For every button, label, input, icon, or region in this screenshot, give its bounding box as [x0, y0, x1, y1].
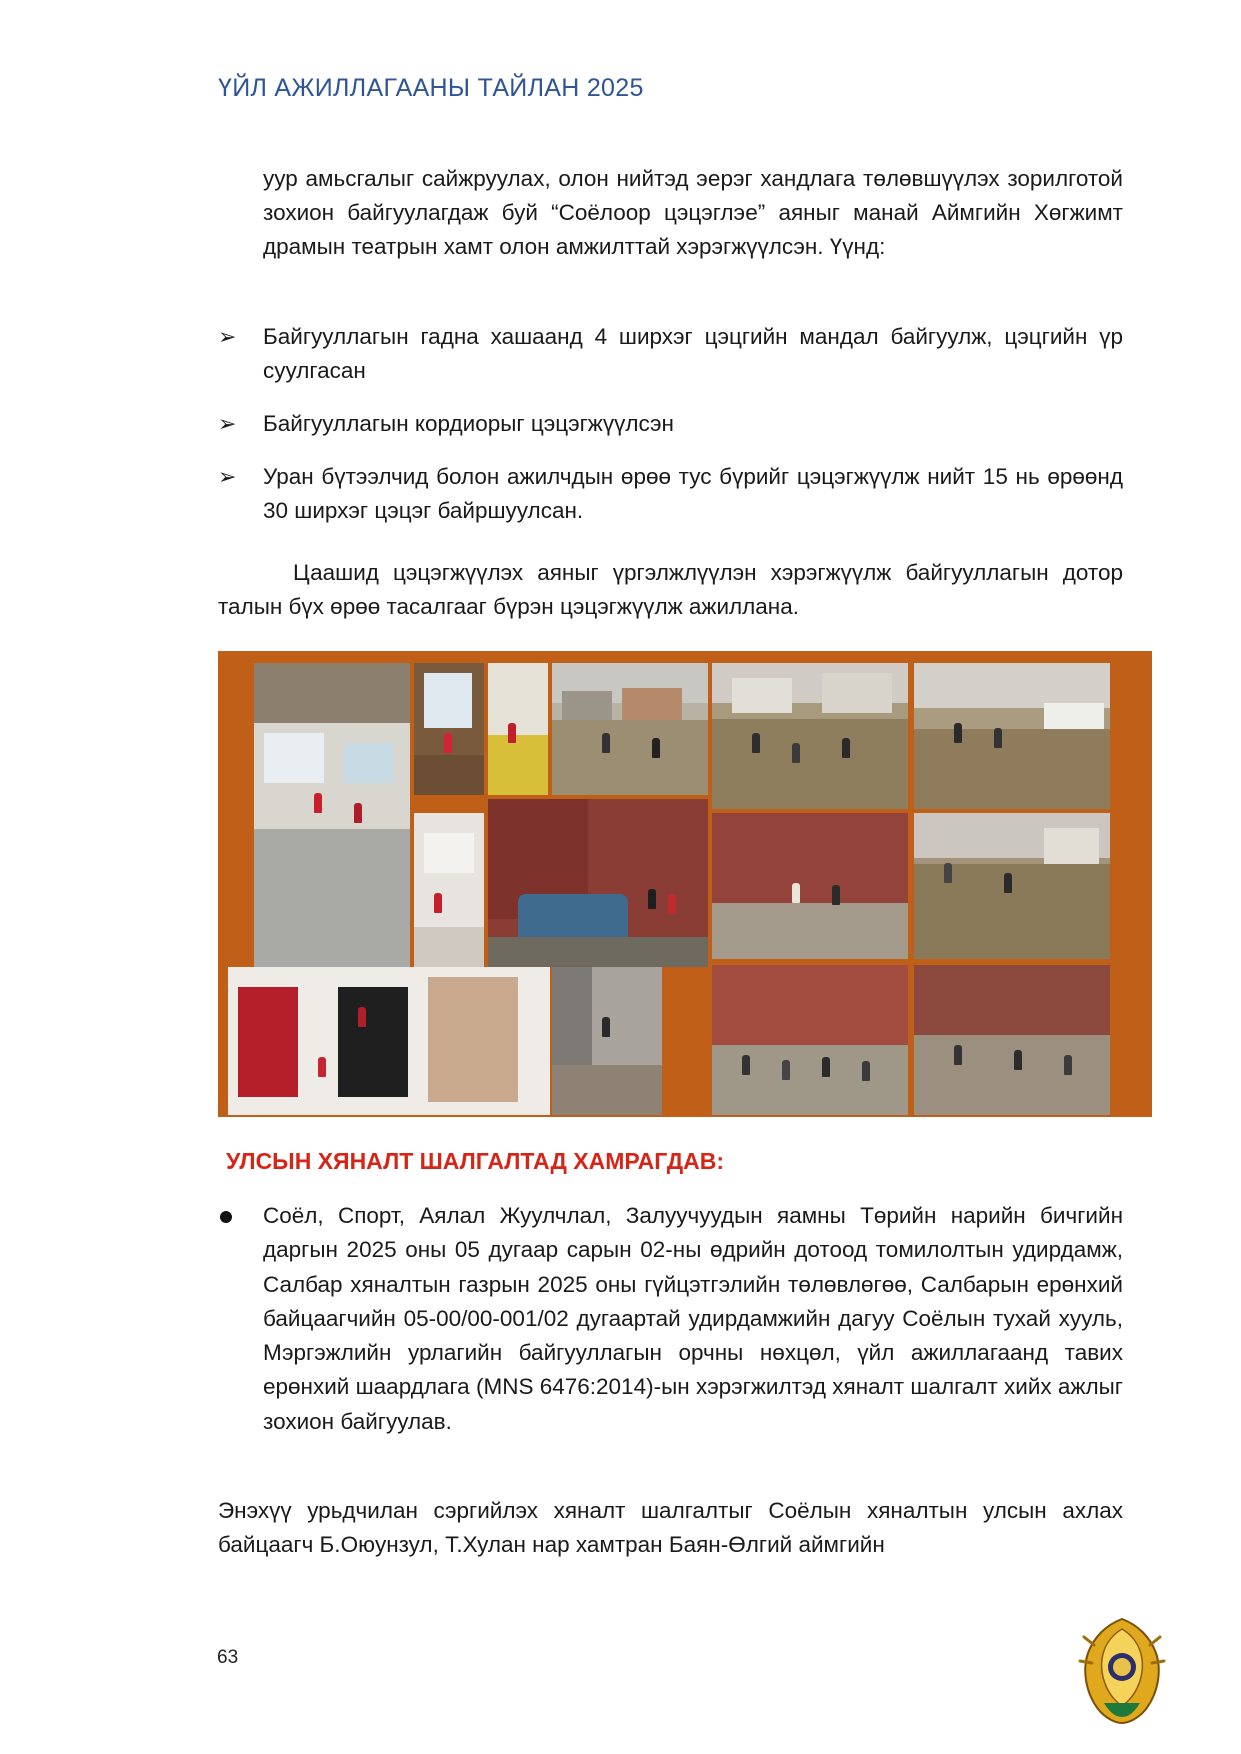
inspection-item-text: Соёл, Спорт, Аялал Жуулчлал, Залуучуудын яамны Төрийн нарийн бичгийн даргын 2025 оны 05 дугаар сарын 02-ны өдрийн дотоод томилолтын удирдамж, Салбар хяналтын газрын 2025 оны гүйцэтгэлийн төлөвлөгөө, Салбарын ерөнхий байцаагчийн 05-00/00-001/02 дугаартай удирдамжийн дагуу Соёлын тухай хууль, Мэргэжлийн урлагийн байгууллагын орчны нөхцөл, үйл ажиллагаанд тавих ерөнхий шаардлага (MNS 6476:2014)-ын хэрэгжилтэд хяналт шалгалт хийх ажлыг зохион байгуулав. — [263, 1203, 1123, 1434]
bullet-dot-icon — [220, 1211, 232, 1223]
photo-yard-group-work — [712, 663, 908, 809]
bullet-item-text: Байгууллагын гадна хашаанд 4 ширхэг цэцгийн мандал байгуулж, цэцгийн үр суулгасан — [263, 324, 1123, 383]
photo-fence-yard-work — [914, 663, 1110, 809]
arrow-bullet-icon: ➢ — [218, 324, 237, 349]
closing-paragraph: Энэхүү урьдчилан сэргийлэх хяналт шалгалтыг Соёлын хяналтын улсын ахлах байцаагч Б.Оюунзул, Т.Хулан нар хамтран Баян-Өлгий аймгийн — [218, 1498, 1123, 1557]
bullet-item — [218, 407, 1123, 441]
inspection-list — [218, 1199, 1123, 1439]
arrow-bullet-icon: ➢ — [218, 411, 237, 436]
photo-stage-ladder-work — [228, 967, 550, 1115]
inspection-item — [218, 1199, 1123, 1439]
bullet-item — [218, 460, 1123, 528]
photo-room-with-window — [414, 663, 484, 795]
future-plan-paragraph: Цаашид цэцэгжүүлэх аяныг үргэлжлүүлэн хэрэгжүүлж байгууллагын дотор талын бүх өрөө тасалгааг бүрэн цэцэгжүүлж ажиллана. — [218, 560, 1123, 619]
page-number: 63 — [217, 1647, 239, 1668]
photo-alley-debris — [552, 967, 662, 1115]
photo-hall-cleaning — [414, 813, 484, 967]
theatre-emblem-icon — [1076, 1615, 1168, 1725]
photo-collage — [218, 651, 1152, 1117]
photo-field-raking — [914, 813, 1110, 959]
photo-corridor-sweeping — [488, 663, 548, 795]
photo-red-wall-workers — [712, 813, 908, 959]
photo-red-building-car — [488, 799, 708, 967]
report-header-title: ҮЙЛ АЖИЛЛАГААНЫ ТАЙЛАН 2025 — [218, 74, 644, 102]
arrow-bullet-icon: ➢ — [218, 464, 237, 489]
bullet-item — [218, 320, 1123, 388]
photo-red-building-yard-crowd — [712, 965, 908, 1115]
intro-paragraph: уур амьсгалыг сайжруулах, олон нийтэд эерэг хандлага төлөвшүүлэх зорилготой зохион байгуулагдаж буй “Соёлоор цэцэглэе” аяныг манай Аймгийн Хөгжимт драмын театрын хамт олон амжилттай хэрэгжүүлсэн. Үүнд: — [263, 166, 1123, 259]
photo-yard-work-buildings — [552, 663, 708, 795]
photo-yard-cleanup-group — [914, 965, 1110, 1115]
activity-bullet-list — [218, 320, 1123, 528]
bullet-item-text: Уран бүтээлчид болон ажилчдын өрөө тус бүрийг цэцэгжүүлж нийт 15 нь өрөөнд 30 ширхэг цэцэг байршуулсан. — [263, 464, 1123, 523]
photo-indoor-lobby-cleaning — [254, 663, 410, 979]
bullet-item-text: Байгууллагын кордиорыг цэцэгжүүлсэн — [263, 411, 674, 436]
section-heading: УЛСЫН ХЯНАЛТ ШАЛГАЛТАД ХАМРАГДАВ: — [226, 1148, 725, 1174]
